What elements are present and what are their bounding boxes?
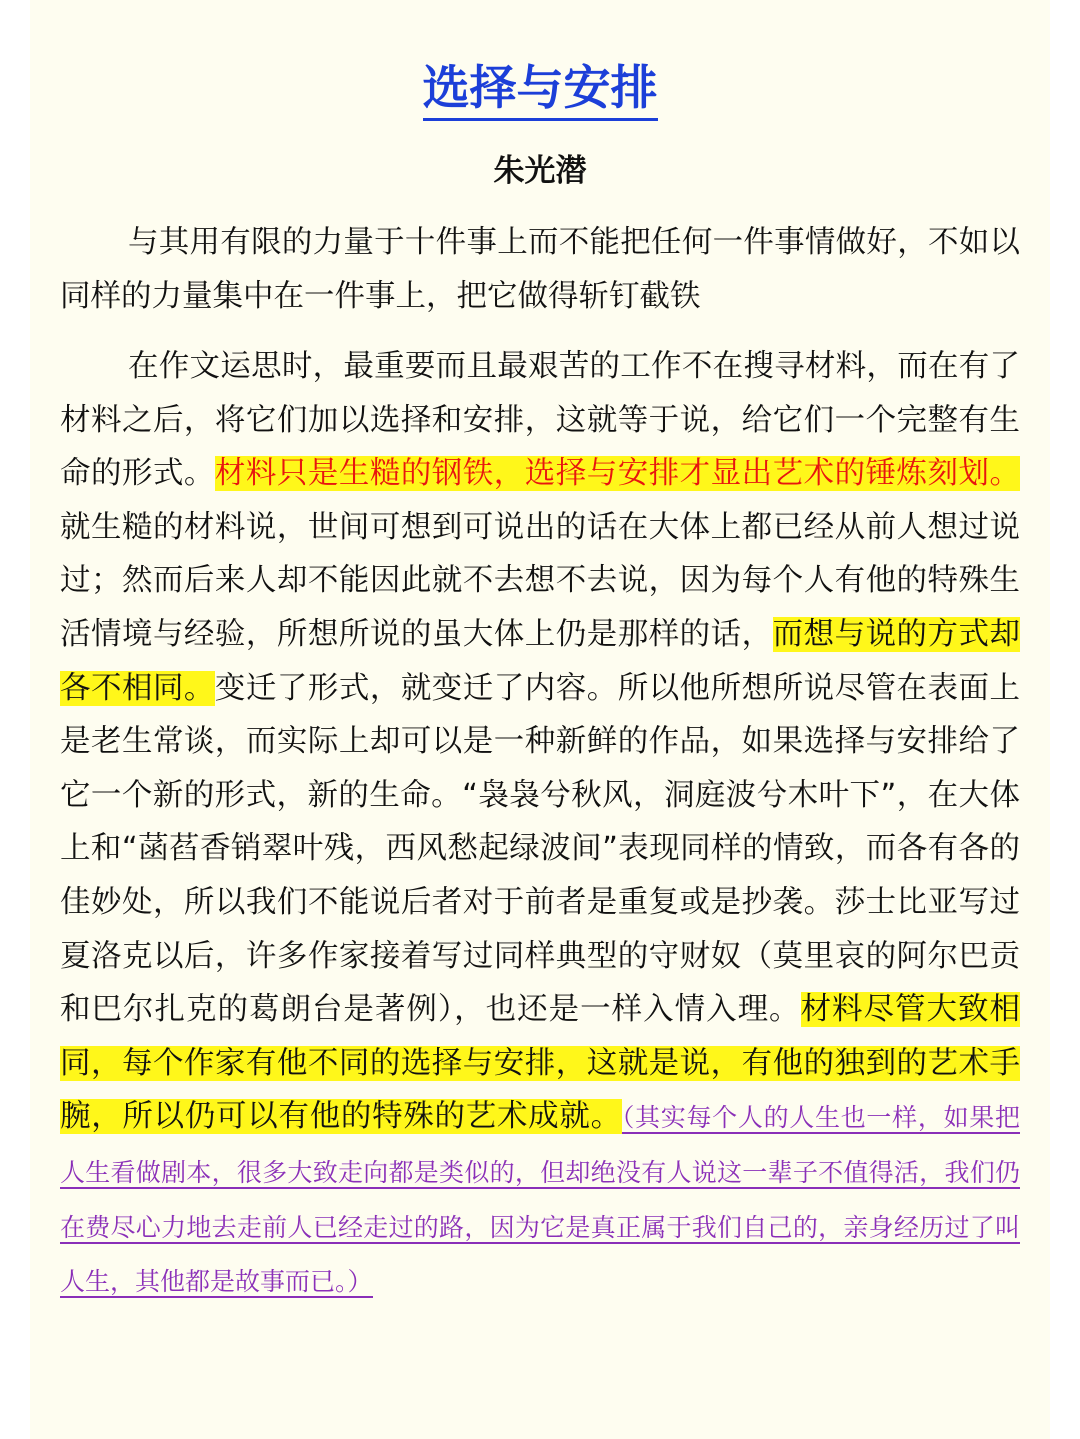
highlight-red-sentence: 材料只是生糙的钢铁，选择与安排才显出艺术的锤炼刻划。 xyxy=(214,456,1021,492)
paragraph-main xyxy=(60,340,1020,1309)
article-title xyxy=(0,56,1080,122)
paragraph-quote: 与其用有限的力量于十件事上而不能把任何一件事情做好，不如以同样的力量集中在一件事上，把它做得斩钉截铁 xyxy=(60,225,1020,314)
highlight-sentence-2: 而想与说的方式却各不相同。 xyxy=(60,616,1021,706)
article-title-text: 选择与安排 xyxy=(423,61,658,121)
paragraph-text-2: 就生糙的材料说，世间可想到可说出的话在大体上都已经从前人想过说过；然而后来人却不能因此就不去想不去说，因为每个人有他的特殊生活情境与经验，所想所说的虽大体上仍是那样的话， xyxy=(60,509,1020,652)
purple-note: （其实每个人的人生也一样，如果把人生看做剧本，很多大致走向都是类似的，但却绝没有人说这一辈子不值得活，我们仍在费尽心力地去走前人已经走过的路，因为它是真正属于我们自己的，亲身经历过了叫人生，其他都是故事而已。） xyxy=(60,1103,1020,1297)
paragraph-text-1: 在作文运思时，最重要而且最艰苦的工作不在搜寻材料，而在有了材料之后，将它们加以选择和安排，这就等于说，给它们一个完整有生命的形式。 xyxy=(60,349,1020,492)
article-author: 朱光潜 xyxy=(493,153,587,189)
paragraph-text-3: 变迁了形式，就变迁了内容。所以他所想所说尽管在表面上是老生常谈，而实际上却可以是一种新鲜的作品，如果选择与安排给了它一个新的形式，新的生命。“袅袅兮秋风，洞庭波兮木叶下”，在大体上和“菡萏香销翠叶残，西风愁起绿波间”表现同样的情致，而各有各的佳妙处，所以我们不能说后者对于前者是重复或是抄袭。莎士比亚写过夏洛克以后，许多作家接着写过同样典型的守财奴（莫里哀的阿尔巴贡和巴尔扎克的葛朗台是著例），也还是一样入情入理。 xyxy=(60,670,1021,1028)
highlight-sentence-3: 材料尽管大致相同，每个作家有他不同的选择与安排，这就是说，有他的独到的艺术手腕，所以仍可以有他的特殊的艺术成就。 xyxy=(60,992,1021,1135)
